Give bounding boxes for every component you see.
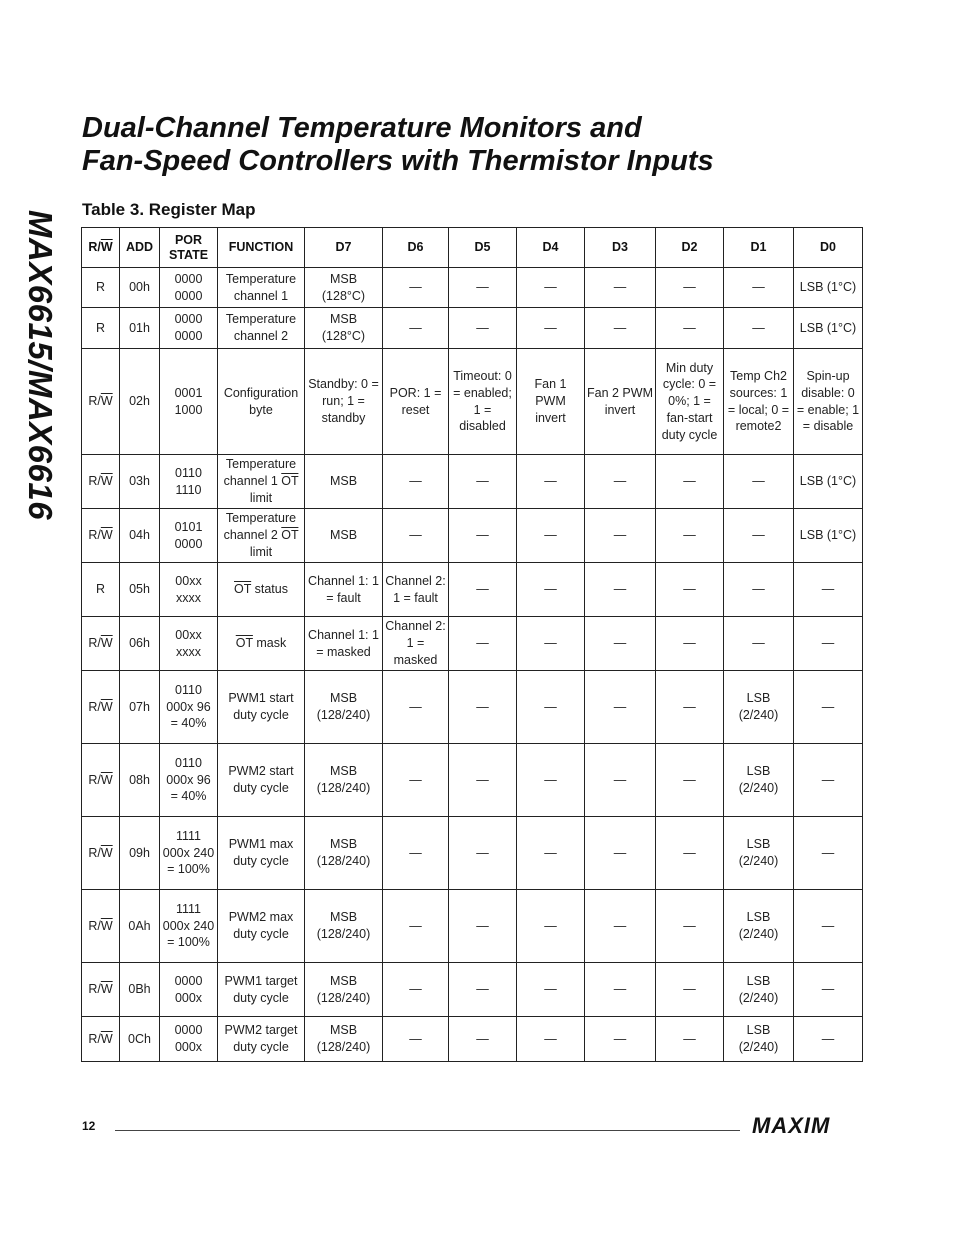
cell-rw [82, 509, 120, 563]
cell-por-state: 1111 000x 240 = 100% [160, 890, 218, 963]
function-text: Temperature channel 2 [223, 511, 297, 543]
cell-por-state: 0000 000x [160, 963, 218, 1017]
title-line-2: Fan-Speed Controllers with Thermistor Inputs [82, 145, 714, 177]
cell-d7: MSB (128/240) [305, 671, 383, 744]
cell-d6: Channel 2: 1 = masked [383, 617, 449, 671]
header-d5: D5 [449, 228, 517, 268]
cell-por-state: 0110 000x 96 = 40% [160, 744, 218, 817]
cell-d0: Spin-up disable: 0 = enable; 1 = disable [794, 349, 863, 455]
cell-d5: — [449, 671, 517, 744]
cell-d2: — [656, 308, 724, 349]
cell-d6: — [383, 268, 449, 308]
cell-d4: Fan 1 PWM invert [517, 349, 585, 455]
table-row [82, 509, 863, 563]
cell-d5: Timeout: 0 = enabled; 1 = disabled [449, 349, 517, 455]
rw-read: R/ [88, 918, 101, 933]
cell-function [218, 455, 305, 509]
rw-read: R/ [88, 528, 101, 543]
rw-read: R/ [88, 394, 101, 409]
cell-d5: — [449, 563, 517, 617]
cell-d0: — [794, 671, 863, 744]
cell-d5: — [449, 744, 517, 817]
table-row [82, 455, 863, 509]
cell-d2: — [656, 509, 724, 563]
function-text: Temperature channel 2 [225, 312, 297, 343]
rw-write-overbar: $\overline{W}$ [100, 1031, 113, 1046]
function-text: PWM2 max duty cycle [228, 910, 294, 941]
cell-rw [82, 563, 120, 617]
cell-d1: Temp Ch2 sources: 1 = local; 0 = remote2 [724, 349, 794, 455]
cell-d0: — [794, 563, 863, 617]
maxim-logo: MAXIM [752, 1113, 831, 1138]
cell-d7: Channel 1: 1 = masked [305, 617, 383, 671]
cell-d5: — [449, 963, 517, 1017]
cell-d2: — [656, 617, 724, 671]
cell-d7: MSB [305, 455, 383, 509]
cell-address: 00h [120, 268, 160, 308]
footer-rule [115, 1130, 740, 1131]
header-por-state: POR STATE [160, 228, 218, 268]
cell-d3: — [585, 455, 656, 509]
cell-d5: — [449, 1017, 517, 1062]
cell-d6: — [383, 963, 449, 1017]
cell-function [218, 671, 305, 744]
cell-rw [82, 817, 120, 890]
cell-por-state: 0110 1110 [160, 455, 218, 509]
rw-read: R [95, 320, 106, 335]
cell-d3: — [585, 563, 656, 617]
cell-d1: LSB (2/240) [724, 890, 794, 963]
cell-rw [82, 963, 120, 1017]
cell-por-state: 0000 000x [160, 1017, 218, 1062]
page-number: 12 [82, 1119, 96, 1133]
function-ot-overbar: $\overline{OT}$ [235, 636, 253, 651]
cell-d2: — [656, 1017, 724, 1062]
function-text: PWM2 start duty cycle [228, 764, 294, 795]
cell-d2: — [656, 817, 724, 890]
cell-d7: MSB (128/240) [305, 890, 383, 963]
cell-por-state: 00xx xxxx [160, 563, 218, 617]
cell-d4: — [517, 671, 585, 744]
cell-function [218, 1017, 305, 1062]
register-map-table [81, 227, 863, 1062]
rw-write-overbar: $\overline{W}$ [100, 528, 113, 543]
cell-d2: — [656, 744, 724, 817]
rw-write-overbar: $\overline{W}$ [100, 394, 113, 409]
cell-d7: MSB (128°C) [305, 268, 383, 308]
cell-d7: Standby: 0 = run; 1 = standby [305, 349, 383, 455]
cell-d6: — [383, 308, 449, 349]
cell-d6: POR: 1 = reset [383, 349, 449, 455]
function-text: Temperature channel 1 [225, 271, 297, 303]
cell-d0: — [794, 1017, 863, 1062]
cell-d0: — [794, 744, 863, 817]
cell-por-state: 0101 0000 [160, 509, 218, 563]
function-text: PWM2 target duty cycle [224, 1023, 298, 1054]
cell-d0: — [794, 963, 863, 1017]
cell-d7: MSB (128/240) [305, 1017, 383, 1062]
cell-d5: — [449, 509, 517, 563]
cell-d1: — [724, 268, 794, 308]
function-suffix: mask [252, 636, 287, 651]
cell-d4: — [517, 890, 585, 963]
cell-rw [82, 268, 120, 308]
cell-d1: LSB (2/240) [724, 963, 794, 1017]
cell-d6: — [383, 744, 449, 817]
cell-d1: LSB (2/240) [724, 744, 794, 817]
cell-d5: — [449, 817, 517, 890]
cell-function [218, 509, 305, 563]
cell-d7: MSB (128/240) [305, 744, 383, 817]
cell-address: 08h [120, 744, 160, 817]
table-row [82, 817, 863, 890]
cell-d3: — [585, 744, 656, 817]
cell-d7: MSB (128/240) [305, 963, 383, 1017]
header-d7: D7 [305, 228, 383, 268]
cell-rw [82, 349, 120, 455]
function-suffix: status [251, 582, 288, 597]
table-row [82, 744, 863, 817]
rw-write-overbar: $\overline{W}$ [100, 474, 113, 489]
cell-d4: — [517, 744, 585, 817]
header-d3: D3 [585, 228, 656, 268]
cell-address: 01h [120, 308, 160, 349]
cell-d3: — [585, 509, 656, 563]
rw-read: R/ [88, 474, 101, 489]
cell-d5: — [449, 455, 517, 509]
title-line-1: Dual-Channel Temperature Monitors and [82, 112, 642, 144]
cell-d5: — [449, 268, 517, 308]
cell-d0: LSB (1°C) [794, 509, 863, 563]
cell-function [218, 817, 305, 890]
cell-d1: — [724, 308, 794, 349]
rw-write-overbar: $\overline{W}$ [100, 982, 113, 997]
header-d4: D4 [517, 228, 585, 268]
function-suffix: limit [249, 490, 273, 505]
cell-d3: — [585, 671, 656, 744]
cell-d0: — [794, 617, 863, 671]
cell-d1: LSB (2/240) [724, 671, 794, 744]
cell-address: 0Bh [120, 963, 160, 1017]
header-d0: D0 [794, 228, 863, 268]
table-row [82, 268, 863, 308]
cell-function [218, 890, 305, 963]
rw-write-overbar: $\overline{W}$ [100, 699, 113, 714]
rw-write-overbar: $\overline{W}$ [100, 845, 113, 860]
cell-d0: LSB (1°C) [794, 308, 863, 349]
cell-d0: — [794, 890, 863, 963]
cell-d5: — [449, 890, 517, 963]
cell-d1: — [724, 563, 794, 617]
cell-d5: — [449, 617, 517, 671]
cell-rw [82, 671, 120, 744]
cell-por-state: 0000 0000 [160, 308, 218, 349]
cell-rw [82, 744, 120, 817]
side-part-number-text: MAX6615/MAX6616 [22, 209, 59, 521]
rw-read: R/ [88, 1031, 101, 1046]
cell-d6: Channel 2: 1 = fault [383, 563, 449, 617]
cell-d2: — [656, 963, 724, 1017]
cell-d2: — [656, 455, 724, 509]
function-ot-overbar: $\overline{OT}$ [234, 582, 252, 597]
cell-d2: — [656, 563, 724, 617]
cell-d4: — [517, 1017, 585, 1062]
cell-address: 07h [120, 671, 160, 744]
table-row [82, 671, 863, 744]
cell-d3: Fan 2 PWM invert [585, 349, 656, 455]
cell-rw [82, 1017, 120, 1062]
function-text: Configuration byte [223, 385, 299, 417]
cell-function [218, 349, 305, 455]
function-suffix: limit [249, 544, 273, 559]
cell-function [218, 963, 305, 1017]
function-text: PWM1 start duty cycle [228, 691, 294, 722]
rw-read: R [95, 582, 106, 597]
header-d6: D6 [383, 228, 449, 268]
function-ot-overbar: $\overline{OT}$ [281, 528, 299, 543]
rw-read: R/ [88, 845, 101, 860]
table-row [82, 308, 863, 349]
cell-d3: — [585, 817, 656, 890]
function-ot-overbar: $\overline{OT}$ [281, 474, 299, 489]
cell-d6: — [383, 817, 449, 890]
rw-write-overbar: $\overline{W}$ [100, 918, 113, 933]
document-title [82, 112, 922, 178]
header-add: ADD [120, 228, 160, 268]
table-row [82, 890, 863, 963]
cell-d4: — [517, 455, 585, 509]
table-row [82, 563, 863, 617]
cell-d4: — [517, 963, 585, 1017]
cell-por-state: 1111 000x 240 = 100% [160, 817, 218, 890]
cell-d1: — [724, 617, 794, 671]
cell-d3: — [585, 268, 656, 308]
cell-d7: Channel 1: 1 = fault [305, 563, 383, 617]
table-body [82, 268, 863, 1062]
rw-read: R/ [88, 982, 101, 997]
rw-write-overbar: $\overline{W}$ [100, 772, 113, 787]
cell-d4: — [517, 817, 585, 890]
header-rw: $R/\overline{W}$ [82, 228, 120, 268]
cell-d5: — [449, 308, 517, 349]
rw-read: R/ [88, 636, 101, 651]
cell-d0: — [794, 817, 863, 890]
header-function: FUNCTION [218, 228, 305, 268]
table-caption: Table 3. Register Map [82, 200, 256, 219]
cell-d6: — [383, 671, 449, 744]
rw-read: R [95, 280, 106, 295]
cell-d2: — [656, 268, 724, 308]
cell-d4: — [517, 268, 585, 308]
cell-function [218, 617, 305, 671]
table-row [82, 963, 863, 1017]
cell-por-state: 0110 000x 96 = 40% [160, 671, 218, 744]
cell-function [218, 268, 305, 308]
cell-d6: — [383, 509, 449, 563]
cell-address: 02h [120, 349, 160, 455]
cell-rw [82, 890, 120, 963]
cell-function [218, 308, 305, 349]
cell-d6: — [383, 890, 449, 963]
rw-write-overbar: $\overline{W}$ [100, 636, 113, 651]
cell-address: 09h [120, 817, 160, 890]
cell-d7: MSB (128/240) [305, 817, 383, 890]
cell-address: 0Ah [120, 890, 160, 963]
cell-function [218, 744, 305, 817]
cell-d7: MSB [305, 509, 383, 563]
cell-address: 05h [120, 563, 160, 617]
cell-address: 03h [120, 455, 160, 509]
cell-d4: — [517, 563, 585, 617]
table-header-row [82, 228, 863, 268]
function-text: Temperature channel 1 [223, 457, 297, 489]
function-text: PWM1 target duty cycle [224, 973, 298, 1005]
cell-d1: LSB (2/240) [724, 1017, 794, 1062]
cell-rw [82, 455, 120, 509]
cell-d0: LSB (1°C) [794, 268, 863, 308]
cell-d7: MSB (128°C) [305, 308, 383, 349]
side-part-number [12, 200, 68, 530]
cell-por-state: 00xx xxxx [160, 617, 218, 671]
cell-d1: — [724, 509, 794, 563]
cell-d4: — [517, 308, 585, 349]
cell-d1: — [724, 455, 794, 509]
cell-rw [82, 617, 120, 671]
cell-d3: — [585, 963, 656, 1017]
rw-read: R/ [88, 699, 101, 714]
table-row [82, 617, 863, 671]
cell-address: 04h [120, 509, 160, 563]
cell-d0: LSB (1°C) [794, 455, 863, 509]
cell-d6: — [383, 1017, 449, 1062]
cell-d4: — [517, 617, 585, 671]
cell-d3: — [585, 617, 656, 671]
cell-d2: — [656, 890, 724, 963]
cell-function [218, 563, 305, 617]
table-row [82, 1017, 863, 1062]
function-text: PWM1 max duty cycle [228, 837, 294, 868]
cell-rw [82, 308, 120, 349]
rw-read: R/ [88, 772, 101, 787]
cell-d3: — [585, 890, 656, 963]
cell-d3: — [585, 1017, 656, 1062]
cell-d4: — [517, 509, 585, 563]
header-d1: D1 [724, 228, 794, 268]
cell-d2: Min duty cycle: 0 = 0%; 1 = fan-start duty cycle [656, 349, 724, 455]
table-row [82, 349, 863, 455]
cell-d6: — [383, 455, 449, 509]
header-d2: D2 [656, 228, 724, 268]
cell-d2: — [656, 671, 724, 744]
cell-d3: — [585, 308, 656, 349]
cell-por-state: 0001 1000 [160, 349, 218, 455]
cell-d1: LSB (2/240) [724, 817, 794, 890]
cell-address: 06h [120, 617, 160, 671]
cell-address: 0Ch [120, 1017, 160, 1062]
cell-por-state: 0000 0000 [160, 268, 218, 308]
